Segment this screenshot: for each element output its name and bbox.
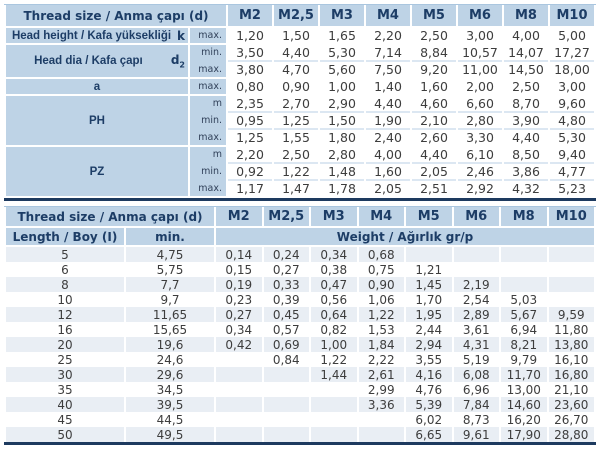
value-cell: 2,80 [458,113,502,130]
value-cell: 0,80 [228,79,272,96]
weight-cell: 1,45 [406,277,452,292]
weight-row [6,367,594,382]
size-column-header: M5 [406,207,452,228]
weight-cell: 23,60 [549,397,595,412]
weight-cell: 1,22 [359,307,405,322]
weight-cell: 0,34 [225,322,253,337]
qualifier-cell: max. [190,130,226,147]
weight-cell: 17,90 [501,427,547,442]
value-cell: 1,90 [366,113,410,130]
length-cell: 10 [57,292,73,307]
weight-cell: 11,70 [501,367,547,382]
weight-cell [264,427,310,442]
value-cell: 14,07 [504,45,548,62]
size-column-header: M10 [549,207,595,228]
weight-cell: 6,65 [406,427,452,442]
value-cell: 4,70 [274,62,318,79]
value-cell: 9,20 [412,62,456,79]
thread-size-header: Thread size / Anma çapı (d) [6,207,214,228]
weight-cell: 1,70 [415,292,443,307]
weight-row [6,247,594,262]
size-column-header: M8 [504,5,548,28]
value-cell: 2,05 [366,181,410,198]
length-cell: 30 [6,367,124,382]
weight-cell: 0,57 [272,322,300,337]
weight-cell: 26,70 [554,412,589,427]
min-length-cell: 9,7 [160,292,180,307]
row-label-layout [6,115,188,127]
weight-cell: 16,80 [549,367,595,382]
value-cell: 11,00 [458,62,502,79]
weight-cell [216,427,262,442]
min-length-cell: 4,75 [126,247,214,262]
length-column-header: Length / Boy (I) [6,228,124,247]
value-cell: 6,60 [458,96,502,113]
qualifier-cell: min. [190,164,226,181]
weight-cell: 0,47 [311,277,357,292]
weight-cell: 0,33 [264,277,310,292]
value-cell: 0,90 [274,79,318,96]
length-cell: 16 [57,322,73,337]
value-cell: 8,70 [504,96,548,113]
weight-cell: 3,55 [415,352,443,367]
value-cell: 1,48 [320,164,364,181]
value-cell: 9,40 [550,147,594,164]
weight-cell [359,412,405,427]
value-cell: 1,55 [274,130,318,147]
value-cell: 1,50 [274,28,318,45]
value-cell: 1,40 [366,79,410,96]
weight-cell [216,382,262,397]
value-cell: 4,40 [504,130,548,147]
min-length-cell: 49,5 [126,427,214,442]
weight-cell: 0,19 [216,277,262,292]
min-length-cell: 5,75 [156,262,184,277]
min-length-cell: 7,7 [126,277,214,292]
length-cell: 35 [57,382,73,397]
value-cell: 5,00 [550,28,594,45]
weight-cell: 2,54 [462,292,490,307]
weight-cell: 16,20 [506,412,541,427]
weight-cell: 6,08 [454,367,500,382]
weight-cell: 1,53 [367,322,395,337]
weight-row [6,292,594,307]
size-column-header: M5 [412,5,456,28]
min-length-cell: 29,6 [126,367,214,382]
weight-cell: 7,84 [454,397,500,412]
dimension-symbol: $d_2$ [170,52,185,70]
weight-cell: 0,64 [311,307,357,322]
size-header-row [6,207,594,228]
weight-cell [264,397,310,412]
weight-row [6,352,594,367]
weight-cell [311,397,357,412]
thread-size-header: Thread size / Anma çapı (d) [6,5,226,28]
weight-cell [549,277,595,292]
size-header-row [6,5,594,28]
min-length-cell: 24,6 [156,352,184,367]
qualifier-cell: m [190,96,226,113]
weight-cell [264,367,310,382]
value-cell: 5,30 [550,130,594,147]
min-length-column-header: min. [126,228,214,247]
value-cell: 4,77 [550,164,594,181]
weight-row [6,412,594,427]
dimension-row [6,96,594,113]
weight-cell: 1,84 [359,337,405,352]
size-column-header: M10 [550,5,594,28]
row-label: PZ [89,165,105,178]
weight-cell: 2,22 [367,352,395,367]
weight-cell [311,427,357,442]
weight-cell [501,247,547,262]
row-label-cell [6,147,188,198]
weight-row [6,397,594,412]
weight-cell: 14,60 [501,397,547,412]
weight-cell: 0,15 [225,262,253,277]
weight-cell: 28,80 [549,427,595,442]
weight-cell: 1,06 [367,292,395,307]
weight-cell: 6,96 [462,382,490,397]
value-cell: 1,47 [274,181,318,198]
weight-cell: 0,42 [216,337,262,352]
value-cell: 5,23 [550,181,594,198]
weight-cell: 2,19 [454,277,500,292]
weight-cell: 4,31 [454,337,500,352]
value-cell: 3,00 [550,79,594,96]
weight-cell: 0,69 [264,337,310,352]
value-cell: 2,35 [228,96,272,113]
value-cell: 1,22 [274,164,318,181]
value-cell: 2,00 [458,79,502,96]
value-cell: 7,14 [366,45,410,62]
dimension-row [6,45,594,62]
min-length-cell: 19,6 [126,337,214,352]
weight-cell [216,412,262,427]
row-label-layout [6,166,188,178]
weight-cell: 16,10 [554,352,589,367]
dimension-symbol: k [177,28,185,43]
weight-cell [454,262,500,277]
weight-cell: 5,19 [462,352,490,367]
weight-cell: 6,94 [510,322,538,337]
size-column-header: M2 [216,207,262,228]
weight-cell: 9,59 [549,307,595,322]
value-cell: 1,50 [320,113,364,130]
weight-cell: 0,90 [359,277,405,292]
weight-cell: 1,22 [320,352,348,367]
value-cell: 1,25 [228,130,272,147]
weight-row [6,337,594,352]
weight-cell: 0,23 [225,292,253,307]
value-cell: 7,50 [366,62,410,79]
weight-row [6,322,594,337]
value-cell: 2,51 [412,181,456,198]
weight-cell: 3,61 [462,322,490,337]
value-cell: 3,30 [458,130,502,147]
size-column-header: M8 [501,207,547,228]
weight-cell: 13,80 [549,337,595,352]
size-column-header: M4 [366,5,410,28]
weight-cell: 11,80 [554,322,589,337]
weight-cell [406,247,452,262]
weight-row [6,427,594,442]
row-label-layout [6,29,188,43]
value-cell: 1,78 [320,181,364,198]
size-column-header: M6 [454,207,500,228]
value-cell: 9,60 [550,96,594,113]
weight-cell: 5,67 [501,307,547,322]
qualifier-cell: max. [190,62,226,79]
value-cell: 1,25 [274,113,318,130]
value-cell: 2,60 [412,130,456,147]
weight-cell: 0,56 [320,292,348,307]
value-cell: 4,00 [504,28,548,45]
value-cell: 17,27 [550,45,594,62]
size-column-header: M2,5 [274,5,318,28]
size-column-header: M6 [458,5,502,28]
min-length-cell: 39,5 [126,397,214,412]
value-cell: 5,30 [320,45,364,62]
weight-cell [454,247,500,262]
weight-cell: 0,68 [359,247,405,262]
weight-row [6,277,594,292]
qualifier-cell: min. [190,45,226,62]
value-cell: 4,80 [550,113,594,130]
value-cell: 2,05 [412,164,456,181]
weight-cell: 9,61 [454,427,500,442]
value-cell: 1,00 [320,79,364,96]
value-cell: 1,60 [366,164,410,181]
value-cell: 5,60 [320,62,364,79]
length-cell: 5 [6,247,124,262]
weight-cell: 6,02 [415,412,443,427]
weight-cell: 3,36 [359,397,405,412]
value-cell: 2,80 [320,147,364,164]
value-cell: 2,92 [458,181,502,198]
length-cell: 45 [57,412,73,427]
row-label-cell [6,79,188,96]
weight-cell: 1,44 [311,367,357,382]
weight-cell: 5,03 [510,292,538,307]
length-cell: 8 [6,277,124,292]
dimension-symbol-subscript: 2 [179,60,185,70]
row-label-cell [6,45,188,79]
weight-cell [264,412,310,427]
weight-row [6,262,594,277]
row-label: Head height / Kafa yüksekliği [11,29,172,42]
value-cell: 2,50 [504,79,548,96]
value-cell: 0,95 [228,113,272,130]
size-column-header: M4 [359,207,405,228]
weight-cell: 0,38 [320,262,348,277]
weight-cell [311,382,357,397]
weight-cell: 0,34 [311,247,357,262]
value-cell: 10,57 [458,45,502,62]
dimension-row [6,147,594,164]
weight-cell: 5,39 [406,397,452,412]
value-cell: 2,20 [228,147,272,164]
weight-cell: 1,95 [406,307,452,322]
weight-cell: 2,99 [367,382,395,397]
min-length-cell: 11,65 [126,307,214,322]
weight-cell: 4,16 [406,367,452,382]
weight-cell [549,292,595,307]
size-column-header: M2 [228,5,272,28]
length-cell: 25 [57,352,73,367]
value-cell: 3,00 [458,28,502,45]
value-cell: 4,60 [412,96,456,113]
value-cell: 4,40 [366,96,410,113]
weight-subheader-row [6,228,594,247]
qualifier-cell: min. [190,113,226,130]
weight-cell [549,247,595,262]
value-cell: 2,20 [366,28,410,45]
weight-cell: 0,14 [216,247,262,262]
size-column-header: M2,5 [264,207,310,228]
value-cell: 3,80 [228,62,272,79]
weight-cell [501,262,547,277]
weight-cell [216,352,262,367]
weight-cell [501,277,547,292]
weight-cell: 0,27 [216,307,262,322]
weight-cell: 4,76 [415,382,443,397]
value-cell: 1,60 [412,79,456,96]
qualifier-cell: m [190,147,226,164]
value-cell: 2,90 [320,96,364,113]
length-cell: 12 [6,307,124,322]
value-cell: 3,50 [228,45,272,62]
weight-cell: 1,21 [415,262,443,277]
size-column-header: M3 [311,207,357,228]
min-length-cell: 44,5 [156,412,184,427]
value-cell: 3,86 [504,164,548,181]
head-dimensions-table [4,5,596,198]
row-label: PH [89,114,105,127]
value-cell: 1,20 [228,28,272,45]
length-cell: 20 [6,337,124,352]
weight-cell [359,427,405,442]
qualifier-cell: max. [190,181,226,198]
row-label: Head dia / Kafa çapı [34,54,143,67]
dimension-row [6,28,594,45]
value-cell: 1,17 [228,181,272,198]
weight-cell [549,262,595,277]
value-cell: 14,50 [504,62,548,79]
weight-cell: 2,94 [406,337,452,352]
weight-section [4,206,596,445]
row-label-layout [6,81,188,93]
value-cell: 2,50 [274,147,318,164]
weight-cell: 8,21 [501,337,547,352]
value-cell: 1,65 [320,28,364,45]
weight-cell: 13,00 [506,382,541,397]
value-cell: 18,00 [550,62,594,79]
dimension-row [6,79,594,96]
value-cell: 4,32 [504,181,548,198]
weight-row [6,382,594,397]
row-label: a [93,80,101,93]
value-cell: 6,10 [458,147,502,164]
value-cell: 2,40 [366,130,410,147]
length-cell: 6 [61,262,69,277]
weight-cell: 2,89 [454,307,500,322]
value-cell: 4,00 [366,147,410,164]
value-cell: 2,46 [458,164,502,181]
weight-cell: 1,00 [311,337,357,352]
weight-row [6,307,594,322]
weight-cell: 0,45 [264,307,310,322]
weight-cell: 21,10 [554,382,589,397]
weight-cell: 9,79 [510,352,538,367]
value-cell: 2,50 [412,28,456,45]
value-cell: 8,50 [504,147,548,164]
value-cell: 2,10 [412,113,456,130]
value-cell: 1,80 [320,130,364,147]
row-label-layout [6,53,188,69]
value-cell: 2,70 [274,96,318,113]
weight-cell [216,397,262,412]
length-cell: 50 [6,427,124,442]
weight-cell: 2,44 [415,322,443,337]
weight-cell: 0,39 [272,292,300,307]
weight-cell: 0,75 [367,262,395,277]
value-cell: 8,84 [412,45,456,62]
qualifier-cell: max. [190,28,226,45]
weight-cell: 2,61 [359,367,405,382]
value-cell: 4,40 [412,147,456,164]
qualifier-cell: max. [190,79,226,96]
value-cell: 0,92 [228,164,272,181]
size-column-header: M3 [320,5,364,28]
weight-cell [311,412,357,427]
head-dimensions-section [4,4,596,201]
weight-table [4,207,596,442]
weight-cell [216,367,262,382]
min-length-cell: 34,5 [156,382,184,397]
weight-cell: 0,27 [272,262,300,277]
weight-cell: 0,24 [264,247,310,262]
value-cell: 3,90 [504,113,548,130]
length-cell: 40 [6,397,124,412]
weight-cell: 0,84 [272,352,300,367]
weight-cell [264,382,310,397]
weight-column-header: Weight / Ağırlık gr/p [216,228,594,247]
weight-cell: 0,82 [320,322,348,337]
row-label-cell [6,28,188,45]
value-cell: 4,40 [274,45,318,62]
weight-cell: 8,73 [462,412,490,427]
row-label-cell [6,96,188,147]
min-length-cell: 15,65 [152,322,188,337]
